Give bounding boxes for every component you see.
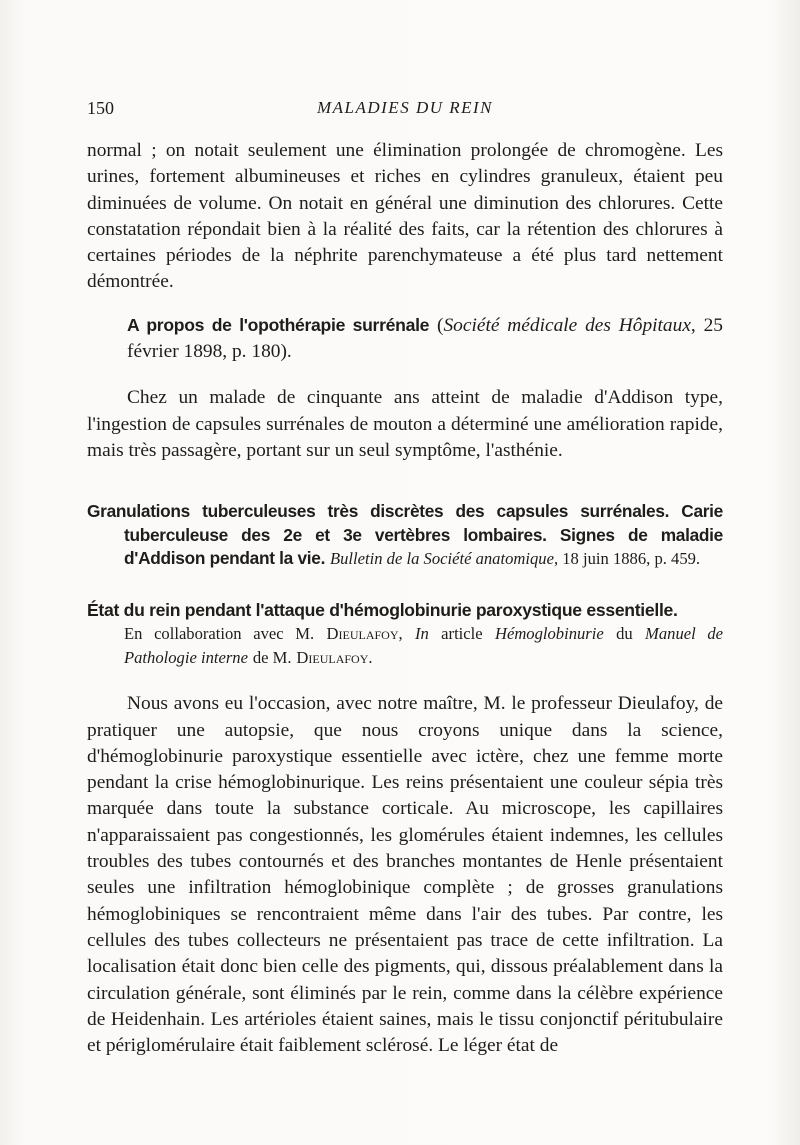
collab-name: Dieulafoy bbox=[326, 624, 399, 644]
collab-in-word: In bbox=[415, 624, 429, 644]
entry-granulations-journal: Bulletin de la Société anatomique bbox=[329, 549, 554, 569]
running-title: MALADIES DU REIN bbox=[316, 98, 494, 117]
entry-opotherapie-journal: Société médicale des Hôpitaux bbox=[443, 314, 691, 336]
collab-article-title: Hémoglobinurie bbox=[494, 624, 604, 644]
paragraph-chromogene: normal ; on notait seulement une élimination prolongée de chromogène. Les urines, fortement albumineuses et riches en cylindres granuleux, étaient peu diminuées de volume. On notait en général une diminution des chlorures. Cette constatation répondait bien à la réalité des faits, car la rétention des chlorures à certaines périodes de la néphrite parenchymateuse a été plus tard nettement démontrée. bbox=[87, 140, 723, 293]
page-body bbox=[87, 138, 723, 1059]
entry-granulations bbox=[87, 500, 723, 571]
entry-hemoglobinurie-heading bbox=[87, 599, 723, 670]
entry-opotherapie bbox=[87, 312, 723, 464]
collab-comma: , bbox=[398, 624, 403, 644]
collab-prefix: En collaboration avec M. bbox=[124, 624, 315, 644]
collab-article: article bbox=[441, 624, 483, 644]
entry-opotherapie-ref-rest: , 25 février 1898, p. 180). bbox=[127, 314, 723, 363]
entry-opotherapie-body: Chez un malade de cinquante ans atteint de maladie d'Addison type, l'ingestion de capsules surrénales de mouton a déterminé une amélioration rapide, mais très passagère, portant sur un seul symptôme, l'asthénie. bbox=[87, 387, 723, 461]
entry-hemoglobinurie-body: Nous avons eu l'occasion, avec notre maître, M. le professeur Dieulafoy, de pratiquer une autopsie, que nous croyons unique dans la science, d'hémoglobinurie paroxystique essentielle avec ictère, chez une femme morte pendant la crise hémoglobinurique. Les reins présentaient une couleur sépia très marquée dans toute la substance corticale. Au microscope, les capillaires n'apparaissaient pas congestionnés, les glomérules étaient indemnes, les cellules troubles des tubes contournés et des branches montantes de Henle présentaient seules une infiltration hémoglobinique complète ; de grosses granulations hémoglobiniques se rencontraient même dans l'air des tubes. Par contre, les cellules des tubes collecteurs ne présentaient pas trace de cette infiltration. La localisation était donc bien celle des pigments, qui, dissous préalablement dans la circulation générale, sont éliminés par le rein, comme dans la célèbre expérience de Heidenhain. Les artérioles étaient saines, mais le tissu conjonctif péritubulaire et périglomérulaire était faiblement sclérosé. Le léger état de bbox=[87, 693, 723, 1057]
collab-du: du bbox=[616, 624, 633, 644]
entry-granulations-heading bbox=[87, 500, 723, 571]
collab-end: . bbox=[368, 647, 373, 667]
entry-hemoglobinurie bbox=[87, 599, 723, 1060]
entry-opotherapie-ref-open: ( bbox=[436, 314, 444, 336]
page-header bbox=[87, 98, 723, 122]
page-number: 150 bbox=[87, 98, 114, 118]
entry-opotherapie-title: A propos de l'opothérapie surrénale bbox=[127, 314, 430, 335]
entry-hemoglobinurie-title: État du rein pendant l'attaque d'hémoglobinurie paroxystique essentielle. bbox=[87, 599, 678, 620]
collab-author: Dieulafoy bbox=[296, 647, 369, 667]
entry-granulations-title: Granulations tuberculeuses très discrètes des capsules surrénales. Carie tuberculeuse des 2e et 3e vertèbres lombaires. Signes de maladie d'Addison pendant la vie. bbox=[87, 501, 723, 569]
collab-manual: Manuel de Pathologie interne bbox=[124, 624, 724, 667]
entry-granulations-ref-rest: , 18 juin 1886, p. 459. bbox=[553, 549, 701, 569]
entry-opotherapie-heading bbox=[87, 312, 723, 366]
collab-de: de M. bbox=[252, 647, 292, 667]
